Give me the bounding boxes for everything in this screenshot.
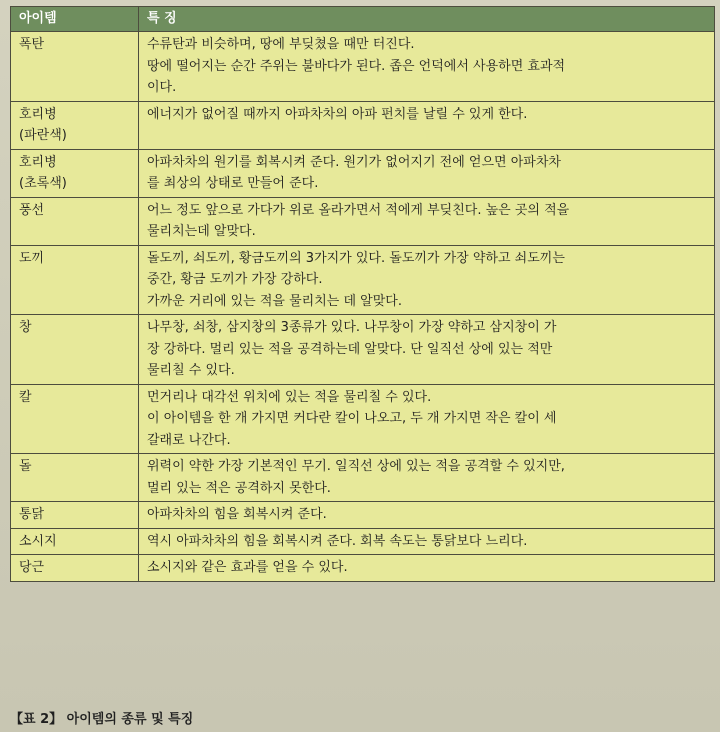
item-name: 풍선 — [19, 202, 45, 218]
item-description-line: 갈래로 나간다. — [147, 432, 231, 448]
item-name-cell — [11, 502, 139, 529]
item-description-line: 에너지가 없어질 때까지 아파차차의 아파 펀치를 날릴 수 있게 한다. — [147, 106, 528, 122]
item-description-line: 중간, 황금 도끼가 가장 강하다. — [147, 272, 323, 287]
item-name: 호리병 — [19, 154, 57, 170]
item-description-cell — [139, 149, 715, 197]
table-header-row — [11, 7, 715, 32]
item-description-line: 이 아이템을 한 개 가지면 커다란 칼이 나오고, 두 개 가지면 작은 칼이 세 — [147, 411, 557, 426]
header-item: 아이템 — [11, 7, 139, 32]
item-description-line: 물리칠 수 있다. — [147, 363, 235, 378]
item-name: (파란색) — [19, 128, 67, 143]
item-name-cell — [11, 149, 139, 197]
item-name: 폭탄 — [19, 37, 45, 52]
item-description-line: 수류탄과 비슷하며, 땅에 부딪쳤을 때만 터진다. — [147, 37, 415, 52]
table-body — [11, 32, 715, 582]
item-description-line: 돌도끼, 쇠도끼, 황금도끼의 3가지가 있다. 돌도끼가 가장 약하고 쇠도끼는 — [147, 250, 565, 266]
item-name-cell — [11, 555, 139, 582]
item-name: 당근 — [19, 560, 45, 575]
item-name: 창 — [19, 320, 32, 335]
item-description-line: 아파차차의 힘을 회복시켜 준다. — [147, 507, 327, 522]
item-name: 도끼 — [19, 250, 45, 266]
item-description-cell — [139, 245, 715, 315]
table-row — [11, 384, 715, 454]
item-name-cell — [11, 101, 139, 149]
table-row — [11, 101, 715, 149]
table-row — [11, 32, 715, 102]
caption-tag: 【표 2】 — [10, 712, 63, 727]
item-name-cell — [11, 32, 139, 102]
item-description-cell — [139, 32, 715, 102]
table-row — [11, 528, 715, 555]
item-name: 칼 — [19, 389, 32, 405]
table-row — [11, 315, 715, 385]
item-description-cell — [139, 502, 715, 529]
item-description-line: 나무창, 쇠창, 삼지창의 3종류가 있다. 나무창이 가장 약하고 삼지창이 가 — [147, 320, 557, 335]
item-description-line: 어느 정도 앞으로 가다가 위로 올라가면서 적에게 부딪친다. 높은 곳의 적을 — [147, 202, 570, 218]
table-row — [11, 245, 715, 315]
item-description-cell — [139, 555, 715, 582]
item-description-cell — [139, 197, 715, 245]
item-name-cell — [11, 454, 139, 502]
table-row — [11, 454, 715, 502]
item-name-cell — [11, 528, 139, 555]
item-description-cell — [139, 528, 715, 555]
item-name-cell — [11, 315, 139, 385]
item-name-cell — [11, 245, 139, 315]
item-name: 통닭 — [19, 507, 45, 522]
item-description-line: 아파차차의 원기를 회복시켜 준다. 원기가 없어지기 전에 얻으면 아파차차 — [147, 154, 561, 170]
item-description-line: 를 최상의 상태로 만들어 준다. — [147, 176, 319, 191]
item-description-cell — [139, 454, 715, 502]
item-description-line: 이다. — [147, 80, 177, 95]
item-description-line: 위력이 약한 가장 기본적인 무기. 일직선 상에 있는 적을 공격할 수 있지만, — [147, 459, 565, 474]
table-row — [11, 149, 715, 197]
item-name: 돌 — [19, 459, 32, 474]
item-description-cell — [139, 101, 715, 149]
item-description-line: 먼거리나 대각선 위치에 있는 적을 물리칠 수 있다. — [147, 389, 432, 405]
item-description-cell — [139, 384, 715, 454]
item-name: 호리병 — [19, 106, 57, 122]
table-row — [11, 197, 715, 245]
item-name-cell — [11, 384, 139, 454]
table-row — [11, 555, 715, 582]
item-description-line: 가까운 거리에 있는 적을 물리치는 데 알맞다. — [147, 293, 402, 309]
item-description-line: 땅에 떨어지는 순간 주위는 불바다가 된다. 좁은 언덕에서 사용하면 효과적 — [147, 58, 566, 74]
caption-text: 아이템의 종류 및 특징 — [66, 712, 194, 727]
table-caption — [10, 708, 193, 727]
item-description-line: 역시 아파차차의 힘을 회복시켜 준다. 회복 속도는 통닭보다 느리다. — [147, 533, 528, 549]
item-name-cell — [11, 197, 139, 245]
header-feature: 특 징 — [139, 7, 715, 32]
item-description-cell — [139, 315, 715, 385]
item-description-line: 장 강하다. 멀리 있는 적을 공격하는데 알맞다. 단 일직선 상에 있는 적만 — [147, 341, 553, 357]
item-name: 소시지 — [19, 533, 57, 549]
item-name: (초록색) — [19, 176, 67, 191]
item-description-line: 물리치는데 알맞다. — [147, 224, 256, 239]
table-row — [11, 502, 715, 529]
item-table — [10, 6, 715, 582]
item-description-line: 소시지와 같은 효과를 얻을 수 있다. — [147, 560, 348, 575]
item-description-line: 멀리 있는 적은 공격하지 못한다. — [147, 480, 331, 496]
